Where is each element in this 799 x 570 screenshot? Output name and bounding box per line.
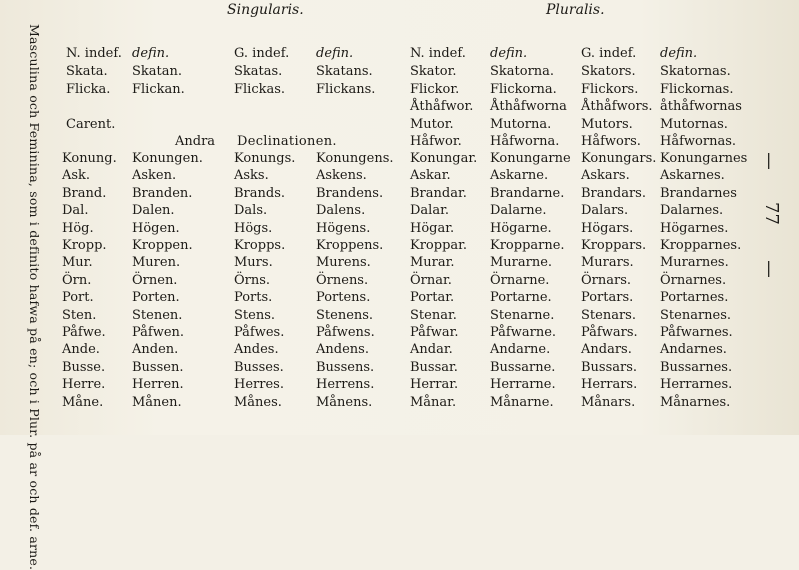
table-cell: Mutornas. (660, 116, 728, 132)
table-cell: Dalars. (581, 203, 629, 219)
table-cell: Örn. (62, 272, 92, 288)
margin-rule-top: | (766, 150, 772, 169)
table-cell: Murars. (581, 255, 634, 271)
table-cell: Dals. (234, 203, 268, 219)
table-cell: Påfwarne. (490, 325, 557, 340)
table-cell: Månen. (132, 394, 182, 410)
table-cell: Konungens. (316, 151, 394, 166)
table-cell: Stens. (234, 307, 275, 323)
table-cell: Dalen. (132, 203, 175, 219)
table-cell: Porten. (132, 290, 180, 306)
table-cell: Askarnes. (660, 168, 725, 184)
table-cell: Portarnes. (660, 290, 729, 306)
table-cell: Örns. (234, 272, 271, 288)
table-cell: Påfwe. (62, 325, 106, 340)
table-cell: Andars. (581, 342, 632, 358)
table-cell: Stenarne. (490, 307, 555, 323)
table-cell: Andar. (410, 342, 453, 358)
table-cell: Örnen. (132, 272, 178, 288)
table-cell: Dalarnes. (660, 203, 724, 219)
table-cell: Brandar. (410, 185, 467, 201)
table-cell: Påfwes. (234, 325, 285, 340)
table-cell: åthåfwornas (660, 99, 742, 115)
table-cell: Portars. (581, 290, 634, 306)
table-cell: Flickor. (410, 81, 460, 97)
table-cell: Mutorna. (490, 116, 552, 132)
table-cell: Månens. (316, 394, 373, 410)
singularis-heading: Singularis. (227, 2, 304, 18)
table-cell: Askars. (581, 168, 630, 184)
table-cell: Skatan. (132, 64, 183, 79)
table-cell: Flickans. (316, 81, 376, 97)
declension-heading-a: Andra (175, 134, 216, 149)
table-cell: Flicka. (66, 81, 111, 97)
table-cell: Påfwars. (581, 325, 638, 340)
table-cell: Mur. (62, 255, 93, 271)
table-cell: Portarne. (490, 290, 552, 306)
table-cell: Flickornas. (660, 81, 734, 97)
table-cell: Dal. (62, 203, 89, 219)
column-header: G. indef. (581, 46, 637, 61)
table-cell: Konungarne (490, 151, 571, 166)
table-cell: Måne. (62, 394, 104, 410)
table-cell: Håfwornas. (660, 134, 736, 150)
table-cell: Flickorna. (490, 81, 557, 97)
table-cell: Kroppen. (132, 238, 193, 253)
table-cell: Påfwen. (132, 325, 185, 340)
table-cell: Konungen. (132, 151, 203, 166)
table-cell: Murens. (316, 255, 371, 271)
table-cell: Konungar. (410, 151, 478, 166)
table-cell: Kropparnes. (660, 238, 742, 253)
table-cell: Flickan. (132, 81, 185, 97)
table-cell: Branden. (132, 185, 193, 201)
table-cell: Flickors. (581, 81, 639, 97)
table-cell: Kroppar. (410, 238, 468, 253)
table-cell: Askens. (316, 168, 367, 184)
table-cell: Andarnes. (660, 342, 727, 358)
table-cell: Busse. (62, 359, 106, 375)
table-cell: Dalar. (410, 203, 449, 219)
table-cell: Portar. (410, 290, 455, 306)
table-cell: Asks. (234, 168, 269, 184)
column-header: G. indef. (234, 46, 290, 61)
column-header: defin. (132, 46, 170, 61)
table-cell: Sten. (62, 307, 97, 323)
column-header: defin. (316, 46, 354, 61)
table-cell: Åthåfworna (490, 99, 567, 115)
table-cell: Brandarne. (490, 185, 565, 201)
table-cell: Konung. (62, 151, 117, 166)
table-cell: Stenens. (316, 307, 374, 323)
table-cell: Påfwar. (410, 325, 459, 340)
column-header: defin. (660, 46, 698, 61)
column-header: N. indef. (66, 46, 122, 61)
table-cell: Herrarnes. (660, 377, 733, 393)
table-cell: Örnens. (316, 272, 369, 288)
table-cell: Ask. (62, 168, 91, 184)
table-cell: Andarne. (490, 342, 551, 358)
table-cell: Asken. (132, 168, 177, 184)
table-cell: Dalarne. (490, 203, 547, 219)
table-cell: Busses. (234, 359, 284, 375)
table-cell: Örnarne. (490, 272, 550, 288)
table-cell: Dalens. (316, 203, 366, 219)
table-cell: Herrens. (316, 377, 375, 393)
table-cell: Påfwens. (316, 325, 375, 340)
table-cell: Örnars. (581, 272, 632, 288)
table-cell: Brand. (62, 185, 107, 201)
table-cell: Portens. (316, 290, 371, 306)
side-note-text: Masculina och Feminina, som i definito hafwa på en; och i Plur. på ar och def. arne. (27, 24, 42, 570)
table-cell: Hög. (62, 220, 94, 236)
table-cell: Kroppars. (581, 238, 647, 253)
table-cell: Askarne. (490, 168, 549, 184)
table-cell: Port. (62, 290, 94, 306)
table-cell: Skators. (581, 64, 636, 79)
table-cell: Herrarne. (490, 377, 556, 393)
table-cell: Örnar. (410, 272, 452, 288)
table-cell: Åthåfwors. (581, 99, 653, 115)
table-cell: Skatorna. (490, 64, 555, 79)
table-cell: Mutors. (581, 116, 633, 132)
table-cell: Kropps. (234, 238, 286, 253)
table-cell: Skator. (410, 64, 457, 79)
table-cell: Bussars. (581, 359, 638, 375)
table-cell: Stenen. (132, 307, 183, 323)
table-cell: Konungs. (234, 151, 296, 166)
table-cell: Kropparne. (490, 238, 565, 253)
table-cell: Brandens. (316, 185, 384, 201)
column-header: N. indef. (410, 46, 466, 61)
table-cell: Brands. (234, 185, 286, 201)
table-cell: Konungars. (581, 151, 657, 166)
table-cell: Högs. (234, 220, 273, 236)
table-cell: Påfwarnes. (660, 325, 733, 340)
table-cell: Skatans. (316, 64, 373, 79)
table-cell: Högar. (410, 220, 455, 236)
table-cell: Högens. (316, 220, 371, 236)
table-cell: Åthåfwor. (410, 99, 474, 115)
table-cell: Mutor. (410, 116, 454, 132)
table-cell: Konungarnes (660, 151, 748, 166)
table-cell: Skatas. (234, 64, 283, 79)
table-cell: Brandarnes (660, 185, 737, 201)
table-cell: Herre. (62, 377, 106, 393)
table-cell: Månarnes. (660, 394, 731, 410)
table-cell: Askar. (410, 168, 451, 184)
table-cell: Murar. (410, 255, 455, 271)
table-cell: Stenar. (410, 307, 457, 323)
table-cell: Högars. (581, 220, 634, 236)
table-cell: Bussar. (410, 359, 458, 375)
declension-heading-b: Declinationen. (237, 134, 337, 149)
table-cell: Herrars. (581, 377, 638, 393)
table-cell: Kroppens. (316, 238, 384, 253)
table-cell: Stenars. (581, 307, 636, 323)
table-cell: Håfwors. (581, 134, 641, 150)
table-cell: Herres. (234, 377, 284, 393)
table-cell: Herrar. (410, 377, 459, 393)
table-cell: Ande. (62, 342, 100, 358)
table-cell: Stenarnes. (660, 307, 732, 323)
table-cell: Månes. (234, 394, 282, 410)
table-cell: Håfwor. (410, 134, 462, 150)
table-cell: Bussens. (316, 359, 375, 375)
table-cell: Murs. (234, 255, 273, 271)
table-cell: Murarne. (490, 255, 553, 271)
table-cell: Örnarnes. (660, 272, 727, 288)
margin-rule-bottom: | (766, 258, 772, 277)
table-cell: Anden. (132, 342, 179, 358)
column-header: defin. (490, 46, 528, 61)
table-cell: Andes. (234, 342, 279, 358)
table-cell: Bussen. (132, 359, 184, 375)
table-cell: Högen. (132, 220, 180, 236)
table-cell: Månar. (410, 394, 457, 410)
table-cell: Högarnes. (660, 220, 729, 236)
table-cell: Bussarne. (490, 359, 556, 375)
table-cell: Ports. (234, 290, 273, 306)
table-cell: Månarne. (490, 394, 554, 410)
table-cell: Murarnes. (660, 255, 729, 271)
table-cell: Muren. (132, 255, 181, 271)
table-cell: Brandars. (581, 185, 646, 201)
page-number: 77 (760, 202, 782, 225)
table-cell: Flickas. (234, 81, 286, 97)
table-cell: Skatornas. (660, 64, 731, 79)
table-cell: Herren. (132, 377, 184, 393)
table-cell: Högarne. (490, 220, 552, 236)
table-cell: Andens. (316, 342, 369, 358)
table-cell: Skata. (66, 64, 108, 79)
table-cell: Månars. (581, 394, 636, 410)
pluralis-heading: Pluralis. (546, 2, 605, 18)
table-cell: Bussarnes. (660, 359, 733, 375)
side-note (27, 24, 46, 570)
table-cell: Håfworna. (490, 134, 560, 150)
table-cell: Kropp. (62, 238, 107, 253)
row-label: Carent. (66, 116, 116, 132)
